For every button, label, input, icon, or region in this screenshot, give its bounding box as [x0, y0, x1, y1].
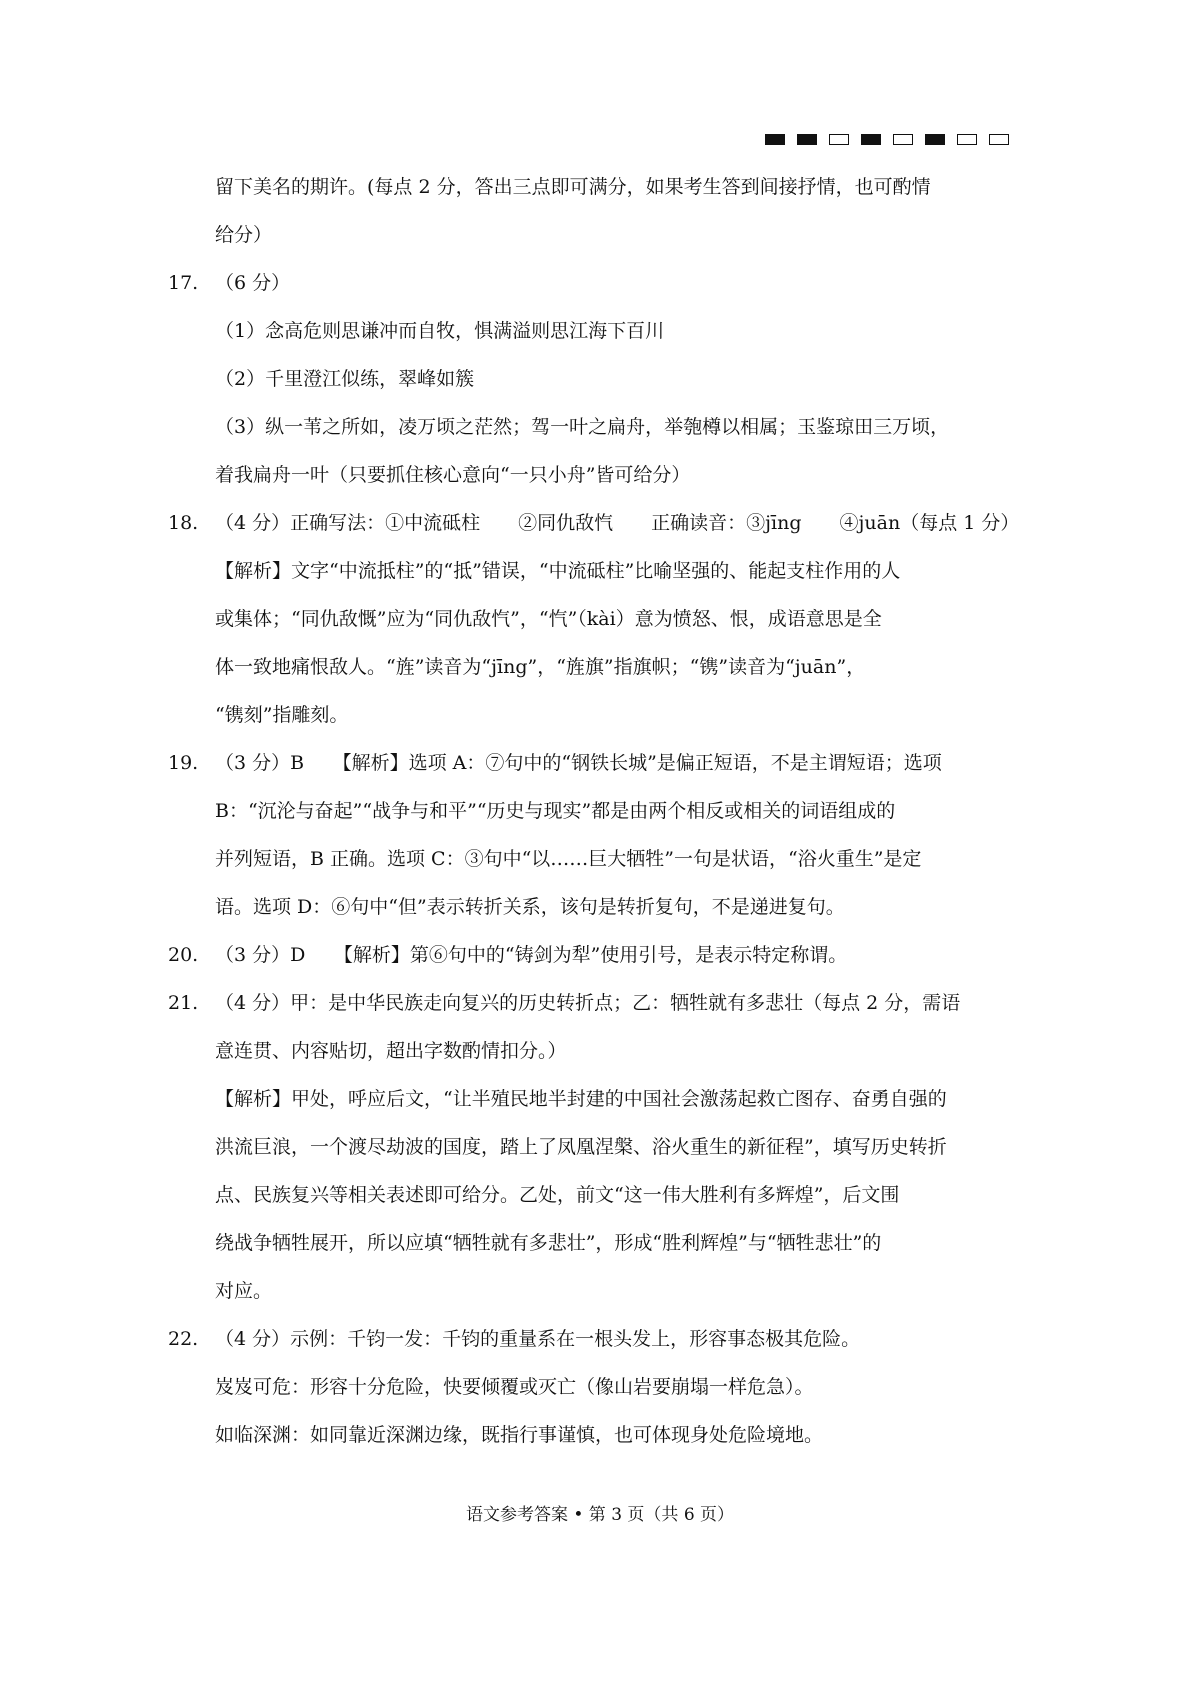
text-line: （3）纵一苇之所如，凌万顷之茫然；驾一叶之扁舟，举匏樽以相属；玉鉴琼田三万顷， [215, 416, 950, 438]
text-line: 意连贯、内容贴切，超出字数酌情扣分。） [215, 1040, 567, 1062]
marker-filled [797, 134, 817, 145]
page-footer: 语文参考答案 • 第 3 页（共 6 页） [465, 1505, 735, 1525]
answer-body [168, 163, 1038, 1459]
marker-filled [861, 134, 881, 145]
text-line: 给分） [215, 224, 273, 246]
question-number: 20. [168, 944, 199, 966]
text-line: 对应。 [215, 1280, 273, 1302]
text-line: “镌刻”指雕刻。 [215, 704, 349, 726]
question-number: 22. [168, 1328, 199, 1350]
text-line: 语。选项 D：⑥句中“但”表示转折关系，该句是转折复句，不是递进复句。 [215, 896, 845, 918]
marker-empty [957, 134, 977, 145]
text-line: 绕战争牺牲展开，所以应填“牺牲就有多悲壮”，形成“胜利辉煌”与“牺牲悲壮”的 [215, 1232, 882, 1254]
question-line: 20. （3 分）D 【解析】第⑥句中的“铸剑为犁”使用引号，是表示特定称谓。 [168, 931, 1038, 979]
text-line: 点、民族复兴等相关表述即可给分。乙处，前文“这一伟大胜利有多辉煌”，后文围 [215, 1184, 900, 1206]
text-line: （2）千里澄江似练，翠峰如簇 [215, 368, 475, 390]
text-line: 留下美名的期许。(每点 2 分，答出三点即可满分，如果考生答到间接抒情，也可酌情 [215, 176, 931, 198]
marker-empty [989, 134, 1009, 145]
marker-filled [765, 134, 785, 145]
text-line: （1）念高危则思谦冲而自牧，惧满溢则思江海下百川 [215, 320, 665, 342]
text-line: 【解析】甲处，呼应后文，“让半殖民地半封建的中国社会激荡起救亡图存、奋勇自强的 [215, 1088, 947, 1110]
text-line: 着我扁舟一叶（只要抓住核心意向“一只小舟”皆可给分） [215, 464, 691, 486]
question-number: 18. [168, 512, 199, 534]
text-line: 如临深渊：如同靠近深渊边缘，既指行事谨慎，也可体现身处危险境地。 [215, 1424, 824, 1446]
question-number: 17. [168, 272, 199, 294]
question-line: 19. （3 分）B 【解析】选项 A：⑦句中的“钢铁长城”是偏正短语，不是主谓短语；选项 [168, 739, 1038, 787]
marker-filled [925, 134, 945, 145]
text-line: 岌岌可危：形容十分危险，快要倾覆或灭亡（像山岩要崩塌一样危急）。 [215, 1376, 814, 1398]
question-line: 18. （4 分）正确写法：①中流砥柱 ②同仇敌忾 正确读音：③jīng ④juān（每点 1 分） [168, 499, 1038, 547]
text-line: 并列短语，B 正确。选项 C：③句中“以……巨大牺牲”一句是状语，“浴火重生”是定 [215, 848, 922, 870]
text-line: B：“沉沦与奋起”“战争与和平”“历史与现实”都是由两个相反或相关的词语组成的 [215, 800, 896, 822]
question-line: 22. （4 分）示例：千钧一发：千钧的重量系在一根头发上，形容事态极其危险。 [168, 1315, 1038, 1363]
text-line: 【解析】文字“中流抵柱”的“抵”错误，“中流砥柱”比喻坚强的、能起支柱作用的人 [215, 560, 901, 582]
text-line: 洪流巨浪，一个渡尽劫波的国度，踏上了凤凰涅槃、浴火重生的新征程”，填写历史转折 [215, 1136, 947, 1158]
text-line: 或集体；“同仇敌慨”应为“同仇敌忾”，“忾”（kài）意为愤怒、恨，成语意思是全 [215, 608, 882, 630]
marker-empty [893, 134, 913, 145]
question-number: 19. [168, 752, 199, 774]
page-marker-strip [765, 134, 1009, 145]
text-line: 体一致地痛恨敌人。“旌”读音为“jīng”，“旌旗”指旗帜；“镌”读音为“juān”， [215, 656, 866, 678]
question-line: 17. （6 分） [168, 259, 1038, 307]
marker-empty [829, 134, 849, 145]
question-line: 21. （4 分）甲：是中华民族走向复兴的历史转折点；乙：牺牲就有多悲壮（每点 2 分，需语 [168, 979, 1038, 1027]
question-number: 21. [168, 992, 199, 1014]
